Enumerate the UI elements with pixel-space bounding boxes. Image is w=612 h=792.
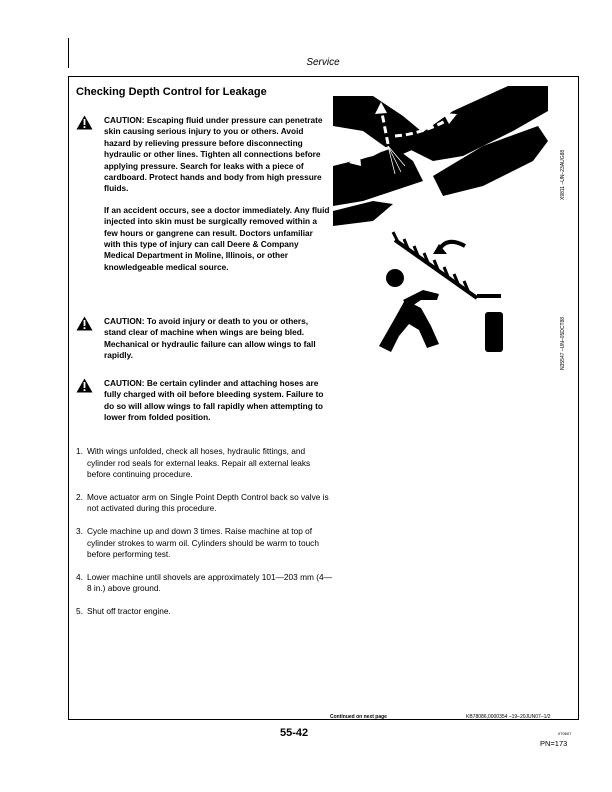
step-item	[76, 526, 332, 561]
page-header: Service	[306, 57, 340, 68]
figure-code: N35547 –UN–05DCT88	[560, 316, 566, 370]
procedure-steps	[76, 446, 332, 629]
warning-triangle-icon	[76, 378, 93, 393]
step-text: Shut off tractor engine.	[87, 605, 171, 616]
date-code: 070607	[558, 731, 572, 736]
step-text: Cycle machine up and down 3 times. Raise machine at top of cylinder strokes to warm oil. Cylinders should be warm to touch before performing test.	[87, 525, 319, 560]
step-number: 5.	[76, 605, 83, 616]
caution-paragraph: If an accident occurs, see a doctor immediately. Any fluid injected into skin must be surgically removed within a few hours or gangrene can result. Doctors unfamiliar with this type of injury can call Deere & Company Medical Department in Moline, Illinois, or other knowledgeable medical source.	[104, 204, 330, 272]
step-item	[76, 446, 332, 481]
caution-paragraph: CAUTION: Escaping fluid under pressure can penetrate skin causing serious injury to you or others. Avoid hazard by relieving pressure before disconnecting hydraulic or other lines. Tighten all connections before applying pressure. Search for leaks with a piece of cardboard. Protect hands and body from high pressure fluids.	[104, 115, 323, 194]
step-text: Lower machine until shovels are approximately 101—203 mm (4—8 in.) above ground.	[87, 571, 332, 594]
step-number: 4.	[76, 571, 83, 582]
pn-number: PN=173	[540, 739, 568, 748]
step-text: With wings unfolded, check all hoses, hydraulic fittings, and cylinder rod seals for external leaks. Repair all external leaks before continuing procedure.	[87, 446, 311, 480]
page-number: 55-42	[280, 727, 309, 739]
document-id: KB78086,0000354 –19–20JUN07–1/2	[466, 714, 551, 720]
high-pressure-fluid-illustration	[333, 86, 553, 231]
caution-paragraph: CAUTION: To avoid injury or death to you or others, stand clear of machine when wings are being bled. Mechanical or hydraulic failure can allow wings to fall rapidly.	[104, 316, 316, 361]
step-number: 2.	[76, 491, 83, 502]
caution-paragraph: CAUTION: Be certain cylinder and attaching hoses are fully charged with oil before bleeding system. Failure to do so will allow wings to fall rapidly when attempting to lower from folded position.	[104, 378, 324, 423]
caution-text	[104, 115, 330, 273]
step-number: 3.	[76, 525, 83, 536]
step-text: Move actuator arm on Single Point Depth Control back so valve is not activated during this procedure.	[87, 491, 329, 514]
caution-text	[104, 378, 330, 424]
caution-text	[104, 316, 330, 362]
continued-note: Continued on next page	[330, 714, 387, 720]
step-item	[76, 492, 332, 515]
warning-triangle-icon	[76, 316, 93, 331]
step-item	[76, 572, 332, 595]
section-title: Checking Depth Control for Leakage	[76, 86, 267, 98]
warning-triangle-icon	[76, 115, 93, 130]
step-number: 1.	[76, 446, 83, 456]
stand-clear-wings-illustration	[365, 228, 515, 358]
figure-code: X9811 –UN–23AUG88	[560, 149, 566, 200]
step-item	[76, 606, 332, 618]
